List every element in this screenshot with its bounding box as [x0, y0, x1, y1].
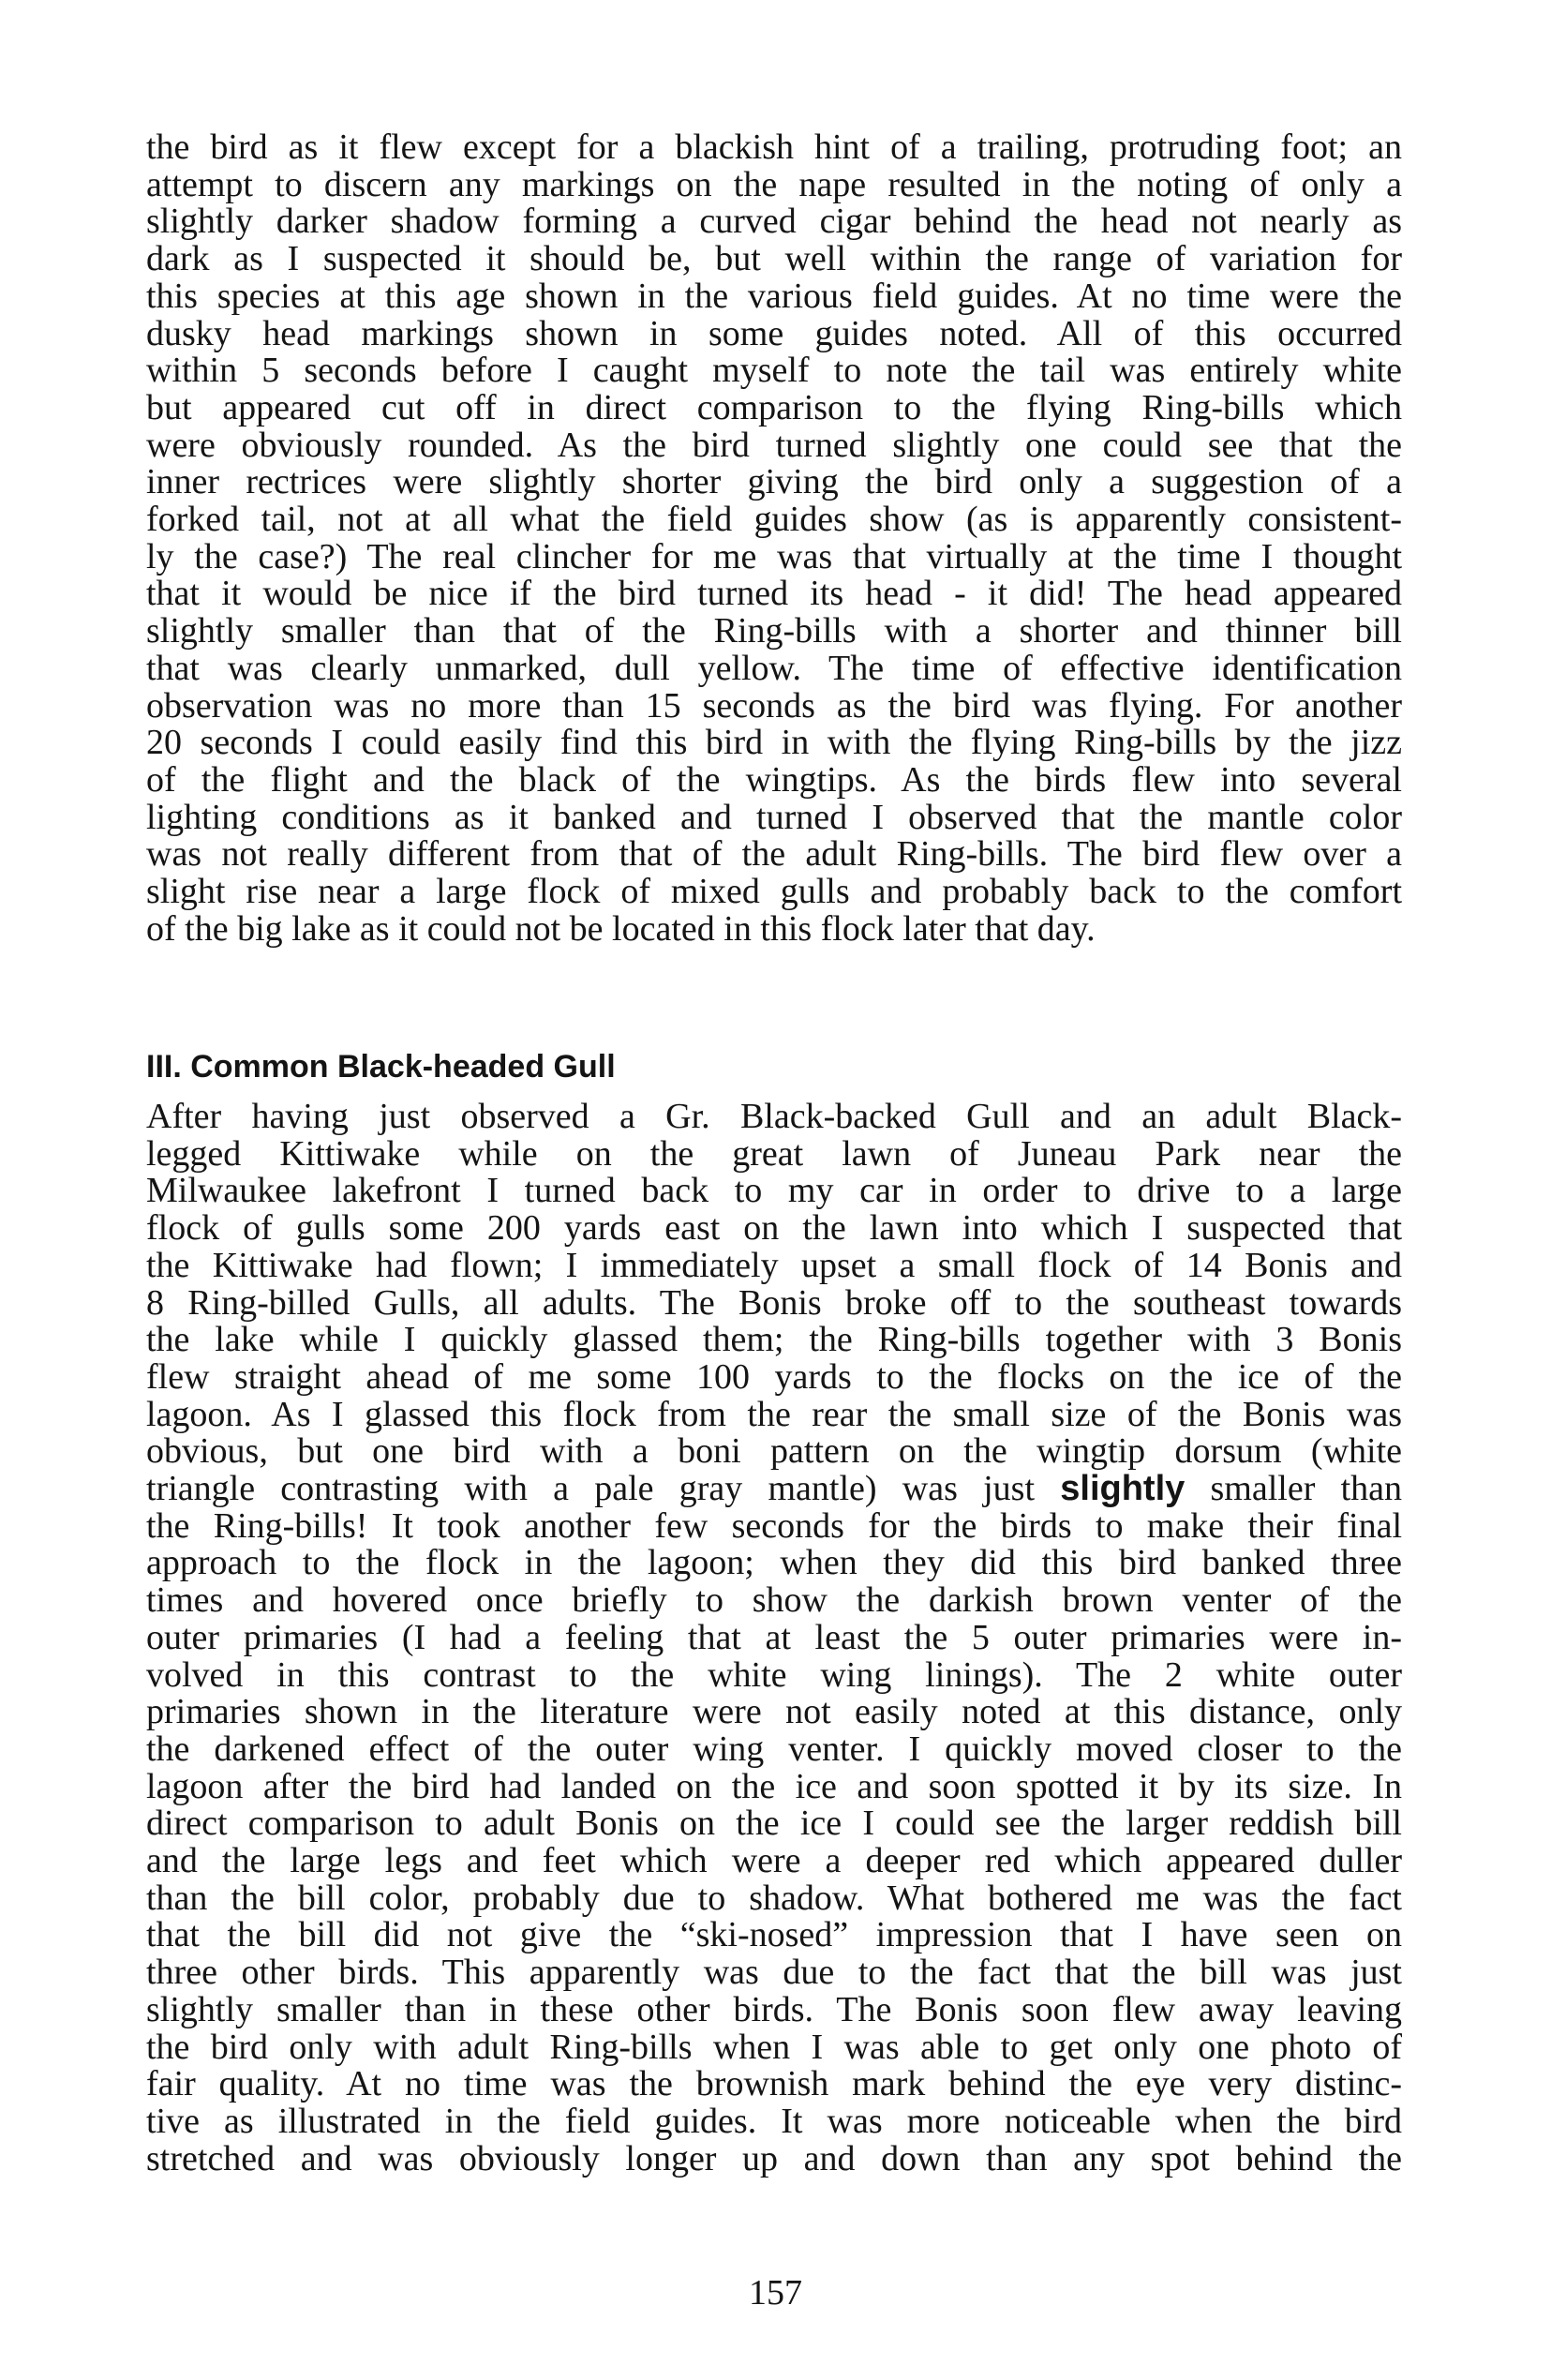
text-line: this species at this age shown in the various field guides. At no time were the [146, 277, 1402, 316]
text-line: 20 seconds I could easily find this bird in with the flying Ring-bills by the jizz [146, 725, 1402, 762]
text-line: that was clearly unmarked, dull yellow. The time of effective identification [146, 650, 1402, 688]
text-line-start: triangle contrasting with a pale gray mantle) was just [146, 1471, 1036, 1508]
text-line: within 5 seconds before I caught myself to note the tail was entirely white [146, 352, 1402, 390]
text-line: that it would be nice if the bird turned its head - it did! The head appeared [146, 576, 1402, 614]
text-line: was not really different from that of the adult Ring-bills. The bird flew over a [146, 836, 1402, 875]
text-line: the lake while I quickly glassed them; the Ring-bills together with 3 Bonis [146, 1322, 1402, 1359]
text-line: stretched and was obviously longer up and down than any spot behind the [146, 2140, 1402, 2178]
text-line: that the bill did not give the “ski-nosed” impression that I have seen on [146, 1917, 1402, 1955]
text-line: volved in this contrast to the white wing linings). The 2 white outer [146, 1656, 1402, 1695]
text-line: flew straight ahead of me some 100 yards to the flocks on the ice of the [146, 1358, 1402, 1397]
text-line: lagoon. As I glassed this flock from the rear the small size of the Bonis was [146, 1396, 1402, 1434]
text-line-with-emphasis [146, 1471, 1402, 1508]
text-line: direct comparison to adult Bonis on the ice I could see the larger reddish bill [146, 1805, 1402, 1844]
text-line: the Ring-bills! It took another few seconds for the birds to make their final [146, 1507, 1402, 1546]
text-line: lighting conditions as it banked and turned I observed that the mantle color [146, 799, 1402, 837]
text-line: the darkened effect of the outer wing venter. I quickly moved closer to the [146, 1730, 1402, 1769]
text-line: dark as I suspected it should be, but well within the range of variation for [146, 241, 1402, 278]
text-line: and the large legs and feet which were a deeper red which appeared duller [146, 1843, 1402, 1880]
text-line: observation was no more than 15 seconds as the bird was flying. For another [146, 687, 1402, 726]
text-line: slightly smaller than in these other birds. The Bonis soon flew away leaving [146, 1991, 1402, 2029]
text-line: Milwaukee lakefront I turned back to my car in order to drive to a large [146, 1173, 1402, 1211]
text-line: slightly darker shadow forming a curved cigar behind the head not nearly as [146, 203, 1402, 242]
text-line: three other birds. This apparently was due to the fact that the bill was just [146, 1954, 1402, 1992]
text-line: the bird as it flew except for a blackish hint of a trailing, protruding foot; an [146, 129, 1402, 167]
text-line: approach to the flock in the lagoon; when they did this bird banked three [146, 1545, 1402, 1583]
text-line: slightly smaller than that of the Ring-bills with a shorter and thinner bill [146, 613, 1402, 651]
text-line: 8 Ring-billed Gulls, all adults. The Bonis broke off to the southeast towards [146, 1284, 1402, 1323]
text-line: of the big lake as it could not be located in this flock later that day. [146, 910, 1096, 949]
text-line: primaries shown in the literature were not easily noted at this distance, only [146, 1694, 1402, 1731]
page-number: 157 [749, 2273, 802, 2313]
text-line: dusky head markings shown in some guides noted. All of this occurred [146, 315, 1402, 353]
text-line: outer primaries (I had a feeling that at least the 5 outer primaries were in- [146, 1619, 1402, 1657]
text-line: the bird only with adult Ring-bills when I was able to get only one photo of [146, 2028, 1402, 2067]
emphasized-word: slightly [1060, 1471, 1186, 1508]
text-line: flock of gulls some 200 yards east on the lawn into which I suspected that [146, 1210, 1402, 1248]
text-line: slight rise near a large flock of mixed gulls and probably back to the comfort [146, 874, 1402, 911]
section-heading: III. Common Black-headed Gull [146, 1049, 616, 1085]
text-line: but appeared cut off in direct comparison to the flying Ring-bills which [146, 389, 1402, 427]
text-line: fair quality. At no time was the brownish mark behind the eye very distinc- [146, 2066, 1402, 2103]
text-line: than the bill color, probably due to shadow. What bothered me was the fact [146, 1879, 1402, 1918]
text-line: obvious, but one bird with a boni pattern on the wingtip dorsum (white [146, 1433, 1402, 1472]
text-line: were obviously rounded. As the bird turned slightly one could see that the [146, 427, 1402, 465]
text-line: legged Kittiwake while on the great lawn of Juneau Park near the [146, 1135, 1402, 1174]
text-line: of the flight and the black of the wingtips. As the birds flew into several [146, 761, 1402, 800]
paragraph-continued [146, 129, 1402, 948]
text-line: tive as illustrated in the field guides. It was more noticeable when the bird [146, 2103, 1402, 2141]
text-line: lagoon after the bird had landed on the ice and soon spotted it by its size. In [146, 1768, 1402, 1806]
text-line: ly the case?) The real clincher for me was that virtually at the time I thought [146, 538, 1402, 576]
text-line-end: smaller than [1210, 1471, 1402, 1508]
text-line: inner rectrices were slightly shorter giving the bird only a suggestion of a [146, 464, 1402, 502]
text-line: forked tail, not at all what the field guides show (as is apparently consistent- [146, 501, 1402, 539]
paragraph-black-headed-gull [146, 1099, 1402, 2178]
text-line: attempt to discern any markings on the nape resulted in the noting of only a [146, 166, 1402, 204]
text-line: After having just observed a Gr. Black-backed Gull and an adult Black- [146, 1099, 1402, 1136]
text-line: the Kittiwake had flown; I immediately upset a small flock of 14 Bonis and [146, 1247, 1402, 1285]
text-line: times and hovered once briefly to show the darkish brown venter of the [146, 1582, 1402, 1620]
